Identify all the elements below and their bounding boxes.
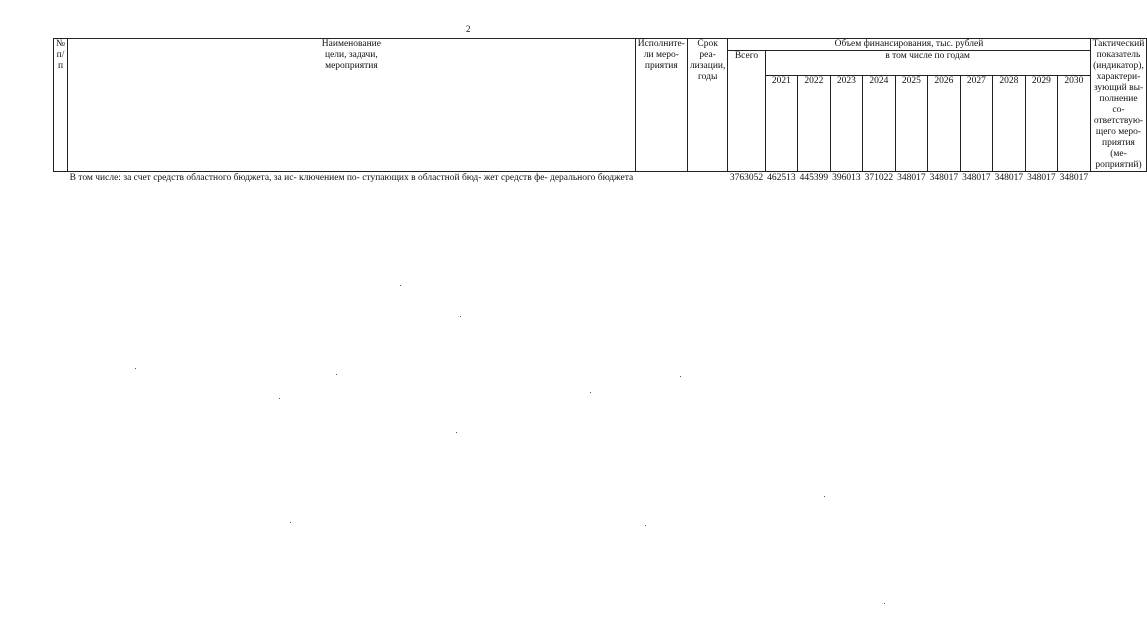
header-year: 2027 — [960, 76, 993, 172]
funding-table — [53, 38, 1147, 185]
header-year: 2021 — [765, 76, 798, 172]
header-funding: Объем финансирования, тыс. рублей — [728, 39, 1090, 51]
cell-year-value: 445399 — [799, 173, 829, 183]
cell-name: В том числе: за счет средств областного бюджета, за ис- ключением по- ступающих в областной бюд- жет средств фе- дерального бюджета — [69, 173, 634, 183]
page-number: 2 — [466, 24, 471, 34]
cell-year-value: 348017 — [994, 173, 1024, 183]
header-year: 2025 — [895, 76, 928, 172]
scan-speck — [590, 392, 591, 393]
scan-speck — [400, 285, 401, 286]
header-num: № п/п — [54, 39, 68, 172]
table-row — [54, 172, 1147, 185]
header-indicator: Тактический показатель (индикатор), характери- зующий вы- полнение со- ответствую- щего меро- приятия (ме- роприятий) — [1090, 39, 1147, 172]
scan-speck — [336, 374, 337, 375]
cell-num — [54, 172, 68, 185]
header-year: 2026 — [928, 76, 961, 172]
header-term: Срок реа- лизации, годы — [687, 39, 727, 172]
cell-year-value: 348017 — [962, 173, 991, 183]
cell-indicator — [1090, 172, 1147, 185]
header-year: 2024 — [863, 76, 896, 172]
header-name: Наименование цели, задачи, мероприятия — [68, 39, 636, 172]
header-year: 2028 — [993, 76, 1026, 172]
cell-year-value: 348017 — [1027, 173, 1056, 183]
header-executors: Исполните- ли меро- приятия — [635, 39, 687, 172]
cell-year-value: 371022 — [864, 173, 894, 183]
scan-speck — [456, 432, 457, 433]
scan-speck — [680, 376, 681, 377]
cell-executors — [635, 172, 687, 185]
scan-speck — [460, 316, 461, 317]
cell-year-value: 348017 — [929, 173, 959, 183]
scan-speck — [135, 368, 136, 369]
header-year: 2022 — [798, 76, 831, 172]
cell-term — [687, 172, 727, 185]
scan-speck — [290, 522, 291, 523]
scan-speck — [279, 398, 280, 399]
scan-speck — [884, 603, 885, 604]
header-year: 2030 — [1058, 76, 1091, 172]
scan-speck — [824, 496, 825, 497]
cell-year-value: 348017 — [1059, 173, 1089, 183]
cell-total: 3763052 — [729, 173, 764, 183]
header-year: 2029 — [1025, 76, 1058, 172]
cell-year-value: 396013 — [832, 173, 861, 183]
header-by-years: в том числе по годам — [765, 51, 1090, 76]
header-total: Всего — [728, 51, 765, 172]
scan-speck — [645, 525, 646, 526]
cell-year-value: 348017 — [897, 173, 926, 183]
cell-year-value: 462513 — [767, 173, 796, 183]
header-year: 2023 — [830, 76, 863, 172]
